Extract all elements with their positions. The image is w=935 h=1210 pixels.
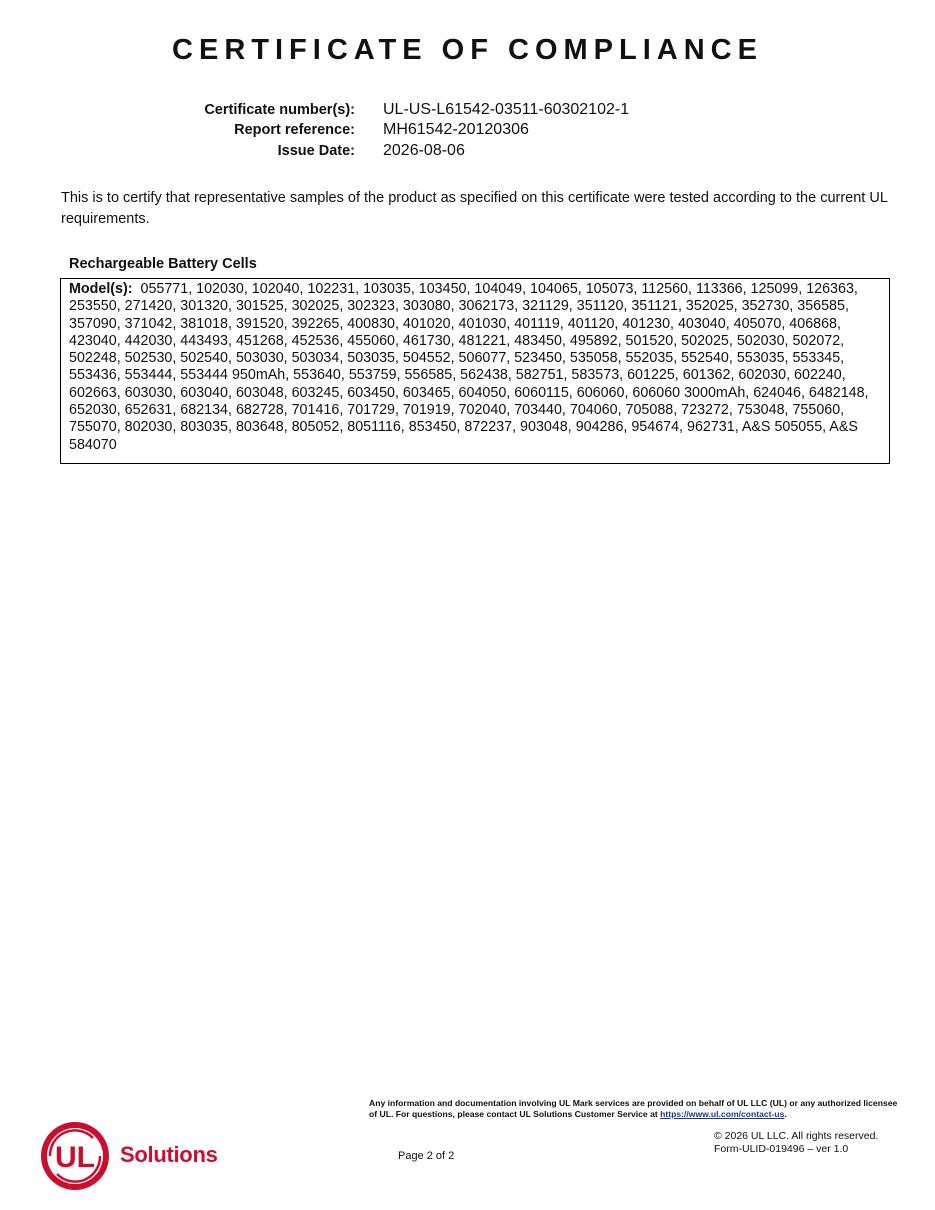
contact-us-link[interactable]: https://www.ul.com/contact-us: [660, 1109, 785, 1119]
certificate-number-label: Certificate number(s):: [204, 102, 355, 118]
report-reference-label: Report reference:: [234, 122, 355, 138]
certificate-number-value: UL-US-L61542-03511-60302102-1: [383, 101, 630, 118]
models-box: [60, 278, 890, 464]
copyright-text: © 2026 UL LLC. All rights reserved.: [714, 1130, 879, 1142]
copyright-block: [714, 1130, 914, 1155]
disclaimer-suffix: .: [784, 1109, 787, 1119]
issue-date-label: Issue Date:: [277, 143, 355, 159]
certification-statement: This is to certify that representative samples of the product as specified on this certificate were tested according to the current UL requirements.: [61, 190, 888, 227]
footer-disclaimer: [369, 1098, 899, 1120]
product-heading: Rechargeable Battery Cells: [69, 256, 257, 272]
report-reference-value: MH61542-20120306: [383, 121, 529, 138]
logo-wordmark: Solutions: [120, 1142, 218, 1167]
page-title: CERTIFICATE OF COMPLIANCE: [172, 34, 763, 66]
models-label: Model(s):: [69, 281, 133, 297]
form-id: Form-ULID-019496 – ver 1.0: [714, 1142, 849, 1155]
disclaimer-text: Any information and documentation involving UL Mark services are provided on behalf of UL LLC (UL) or any authorized licensee of UL. For questions, please contact UL Solutions Customer Service at: [369, 1098, 898, 1119]
certificate-number-row: [150, 101, 770, 121]
models-list: 055771, 102030, 102040, 102231, 103035, 103450, 104049, 104065, 105073, 112560, 113366, 125099, 126363, 253550, 271420, 301320, 301525, 302025, 302323, 303080, 3062173, 321129, 351120, 351121, 352025, 352730, 356585, 357090, 371042, 381018, 391520, 392265, 400830, 401020, 401030, 401119, 401120, 401230, 403040, 405070, 406868, 423040, 442030, 443493, 451268, 452536, 455060, 461730, 481221, 483450, 495892, 501520, 502025, 502030, 502072, 502248, 502530, 502540, 503030, 503034, 503035, 504552, 506077, 523450, 535058, 552035, 552540, 553035, 553345, 553436, 553444, 553444 950mAh, 553640, 553759, 556585, 562438, 582751, 583573, 601225, 601362, 602030, 602240, 602663, 603030, 603040, 603048, 603245, 603450, 603465, 604050, 6060115, 606060, 606060 3000mAh, 624046, 6482148, 652030, 652631, 682134, 682728, 701416, 701729, 701919, 702040, 703440, 704060, 705088, 723272, 753048, 755060, 755070, 802030, 803035, 803648, 805052, 8051116, 853450, 872237, 903048, 904286, 954674, 962731, A&S 505055, A&S 584070: [69, 281, 869, 453]
issue-date-value: 2026-08-06: [383, 142, 465, 159]
page-number: Page 2 of 2: [398, 1150, 455, 1162]
logo-mark-text: UL: [55, 1141, 95, 1174]
report-reference-row: [150, 121, 770, 141]
certificate-meta: [150, 101, 770, 162]
issue-date-row: [150, 142, 770, 162]
